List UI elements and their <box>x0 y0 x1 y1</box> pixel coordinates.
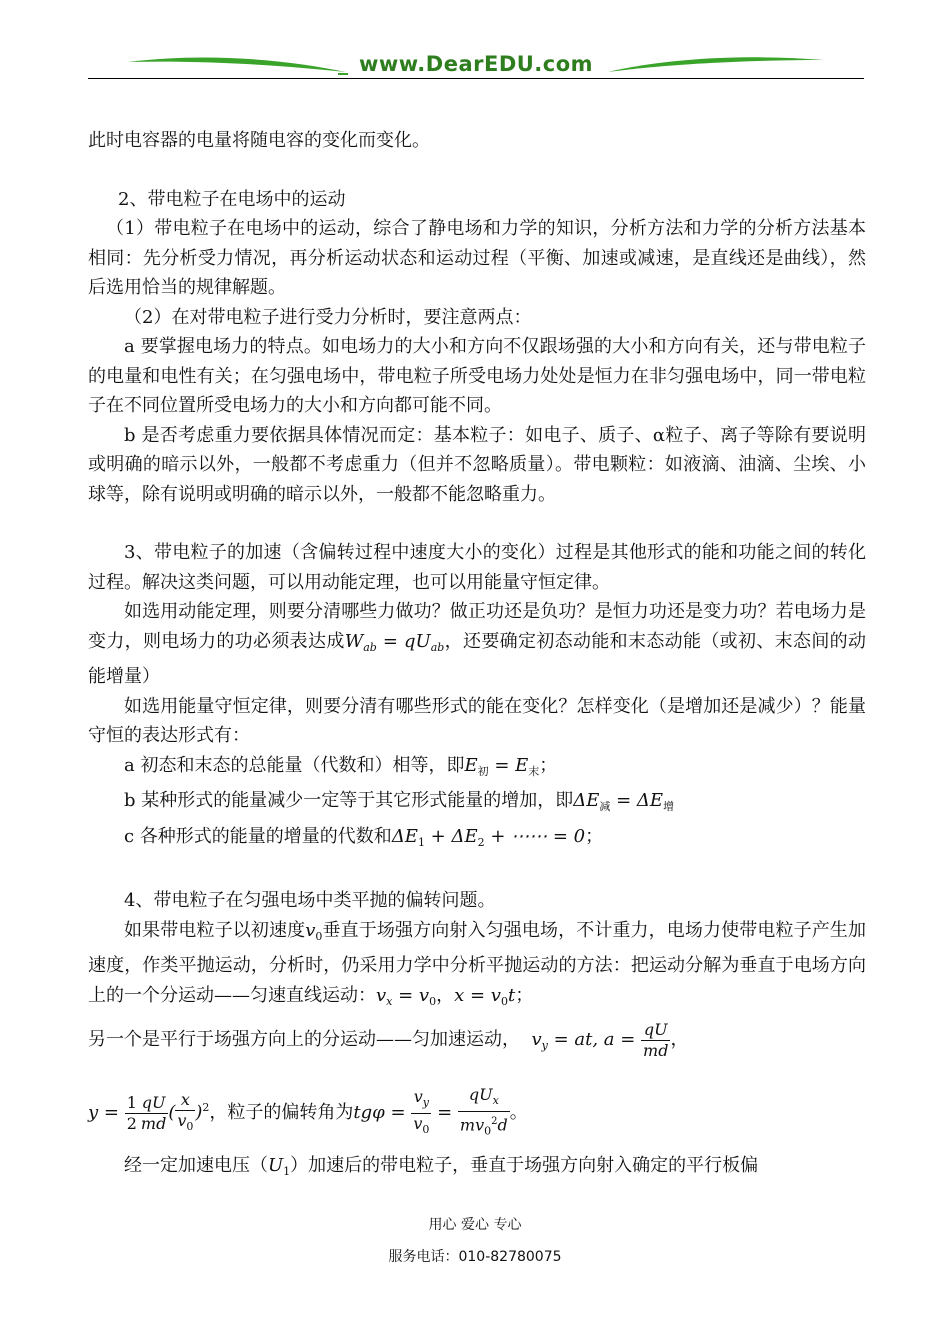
work-formula: $W_{ab} = qU_{ab}$ <box>344 630 445 654</box>
acceleration-formula: $v_y$ = at, a = $\frac{qU}{md}$ <box>531 1019 669 1060</box>
section-4-para-1: 如果带电粒子以初速度$v_0$垂直于场强方向射入匀强电场，不计重力，电场力使带电粒子产生加速度，作类平抛运动，分析时，仍采用力学中分析平抛运动的方法：把运动分解为垂直于电场方向上的一个分运动——匀速直线运动：$v_x = v_0$，$x = v_0t$； <box>88 919 867 1008</box>
site-logo-text[interactable]: www.DearEDU.com <box>358 52 594 76</box>
section-2-para-2: （2）在对带电粒子进行受力分析时，要注意两点： <box>124 306 532 328</box>
section-4-para-1-text-a: 如果带电粒子以初速度 <box>124 919 306 941</box>
section-3-para-1-text-a: 如选用动能定理，则要分清哪些力做功？做正功还是负功？是恒力功还是变力功？若电场力是变力，则电场力的功必须表达成 <box>88 601 866 652</box>
header-rule <box>88 78 864 79</box>
energy-sum-formula: $\Delta E_1 + \Delta E_2$ + ⋯⋯ = 0 <box>391 825 586 849</box>
section-4-para-3-text: ，粒子的偏转角为 <box>209 1102 354 1123</box>
section-3-item-a: a 初态和末态的总能量（代数和）相等，即$E_初 = E_末$； <box>124 754 558 778</box>
v0-symbol: $v_0$ <box>305 919 323 943</box>
section-3-item-b <box>88 786 866 822</box>
section-4-para-2-text: 另一个是平行于场强方向上的分运动——匀加速运动， <box>88 1029 520 1050</box>
section-4-para-2: 另一个是平行于场强方向上的分运动——匀加速运动， $v_y$ = at, a = $\frac{qU}{md}$ ， <box>88 1019 689 1060</box>
footer-slogan: 用心 爱心 专心 <box>428 1217 522 1233</box>
u1-symbol: $U_1$ <box>268 1155 291 1179</box>
section-4-para-4-text-b: ）加速后的带电粒子，垂直于场强方向射入确定的平行板偏 <box>290 1155 759 1177</box>
paragraph-gap <box>88 857 866 886</box>
section-4-title: 4、带电粒子在匀强电场中类平抛的偏转问题。 <box>124 890 496 911</box>
section-4-para-4-text-a: 经一定加速电压（ <box>124 1155 268 1177</box>
section-3-item-a-text: a 初态和末态的总能量（代数和）相等，即 <box>124 754 465 776</box>
deflection-y-formula: y = $\frac{1}{2}$ $\frac{qU}{md}$ ( $\frac{x}{v_0}$ )$^2$ <box>88 1089 210 1133</box>
energy-equal-formula: $E_初 = E_末$ <box>464 754 540 778</box>
section-3-item-c-text: c 各种形式的能量的增量的代数和 <box>124 825 392 847</box>
section-4-para-1-text-b: 垂直于场强方向射入匀强电场，不计重力，电场力使带电粒子产生加速度，作类平抛运动，分析时，仍采用力学中分析平抛运动的方法：把运动分解为垂直于电场方向上的一个分运动——匀速直线运动： <box>88 919 867 1006</box>
section-3-item-b-text: b 某种形式的能量减少一定等于其它形式能量的增加，即 <box>124 790 574 811</box>
section-4-para-4 <box>88 1151 866 1187</box>
section-4-para-3: y = $\frac{1}{2}$ $\frac{qU}{md}$ ( $\frac{x}{v_0}$ )$^2$，粒子的偏转角为tgφ = $\frac{v_y}{v_0}$ = $\frac{qU_x}{mv_0^2d}$ 。 <box>88 1084 528 1138</box>
energy-transfer-formula: $\Delta E_减 = \Delta E_增$ <box>573 790 675 813</box>
section-3-para-1-text-b: ，还要确定初态动能和末态动能（或初、末态间的动能增量） <box>88 630 867 687</box>
paragraph-gap <box>88 509 866 538</box>
paragraph-1: 此时电容器的电量将随电容的变化而变化。 <box>88 130 430 151</box>
footer-phone: 服务电话：010-82780075 <box>388 1249 562 1265</box>
section-2-item-a: a 要掌握电场力的特点。如电场力的大小和方向不仅跟场强的大小和方向有关，还与带电粒子的电量和电性有关；在匀强电场中，带电粒子所受电场力处处是恒力在非匀强电场中，同一带电粒子在不同位置所受电场力的大小和方向都可能不同。 <box>88 336 866 416</box>
document-body <box>88 126 866 1187</box>
section-3-para-1 <box>88 597 866 692</box>
section-2-title: 2、带电粒子在电场中的运动 <box>118 188 346 210</box>
section-2-para-1: （1）带电粒子在电场中的运动，综合了静电场和力学的知识，分析方法和力学的分析方法基本相同：先分析受力情况，再分析运动状态和运动过程（平衡、加速或减速，是直线还是曲线），然后选用恰当的规律解题。 <box>88 218 866 298</box>
uniform-motion-formula: $v_x = v_0$ <box>376 984 437 1008</box>
deflection-angle-formula: tgφ = $\frac{v_y}{v_0}$ = $\frac{qU_x}{mv_0^2d}$ <box>353 1084 508 1138</box>
section-2-item-b: b 是否考虑重力要依据具体情况而定：基本粒子：如电子、质子、α粒子、离子等除有要说明或明确的暗示以外，一般都不考虑重力（但并不忽略质量）。带电颗粒：如液滴、油滴、尘埃、小球等，除有说明或明确的暗示以外，一般都不能忽略重力。 <box>88 424 866 505</box>
displacement-x-formula: $x = v_0t$ <box>454 984 516 1008</box>
paragraph-gap <box>88 156 866 185</box>
section-3-para-2: 如选用能量守恒定律，则要分清有哪些形式的能在变化？怎样变化（是增加还是减少）？能量守恒的表达形式有： <box>88 695 866 746</box>
section-3-title: 3、带电粒子的加速（含偏转过程中速度大小的变化）过程是其他形式的能和功能之间的转化过程。解决这类问题，可以用动能定理，也可以用能量守恒定律。 <box>88 542 866 593</box>
section-3-item-c: c 各种形式的能量的增量的代数和$\Delta E_1 + \Delta E_2$ + ⋯⋯ = 0； <box>124 825 604 849</box>
